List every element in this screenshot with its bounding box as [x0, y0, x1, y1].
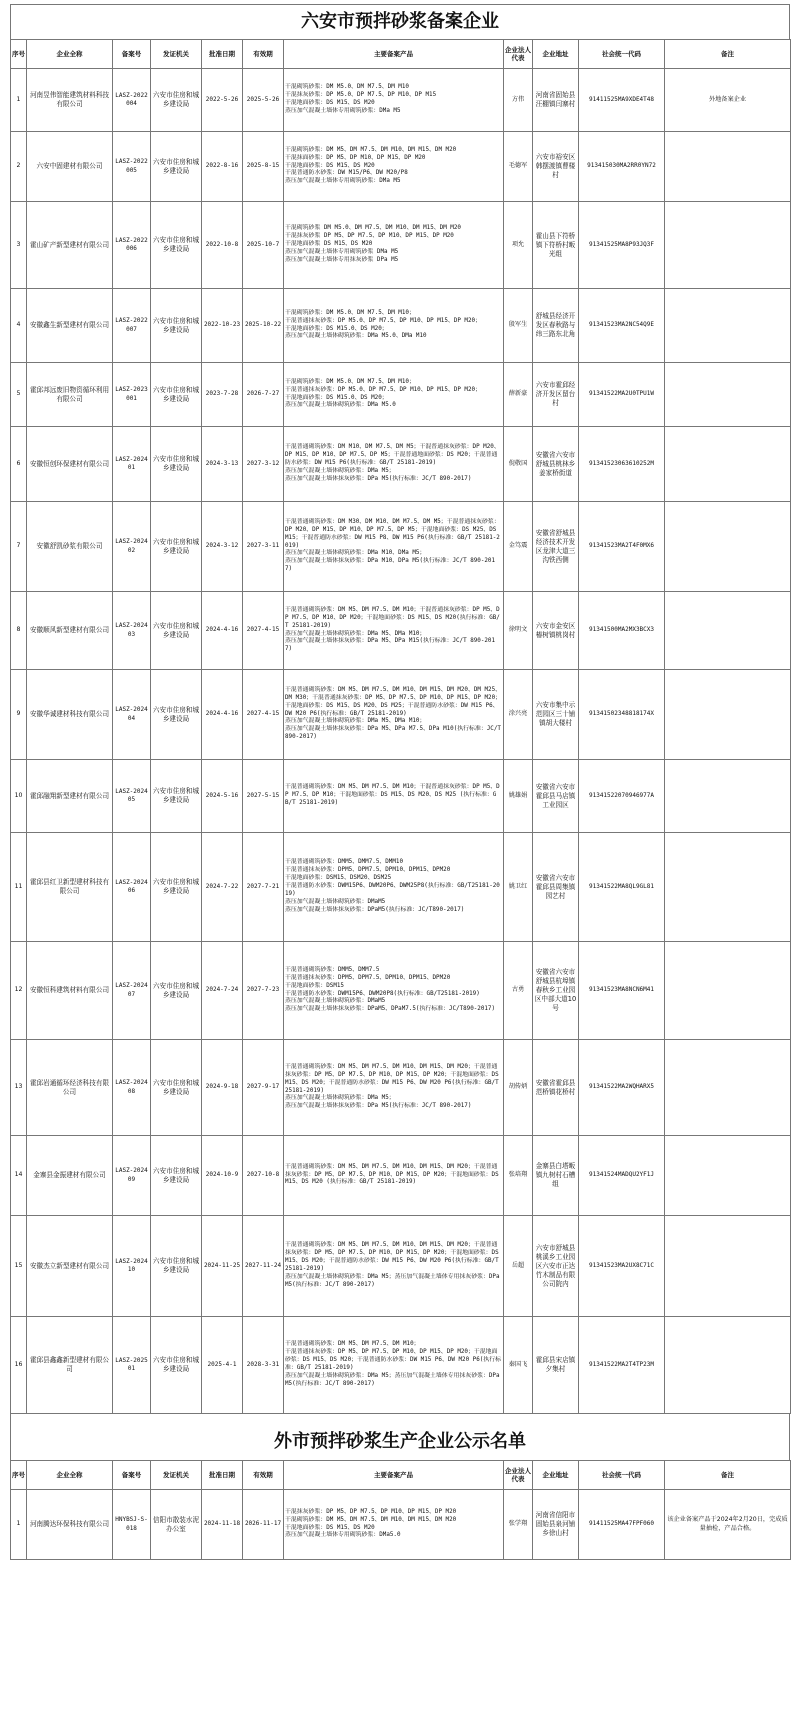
cell-note — [665, 202, 791, 289]
cell-code: 91341502348818174X — [579, 670, 665, 760]
cell-rec: LASZ-202401 — [113, 427, 151, 502]
table-row — [11, 1317, 791, 1414]
cell-date: 2024-3-12 — [202, 502, 243, 592]
cell-rec: LASZ-2022007 — [113, 289, 151, 363]
column-header-product: 主要备案产品 — [284, 40, 504, 69]
cell-legal: 徐明文 — [504, 592, 533, 670]
table-row — [11, 363, 791, 427]
cell-name: 安徽鑫生新型建材有限公司 — [27, 289, 113, 363]
table-row — [11, 760, 791, 833]
cell-no: 14 — [11, 1136, 27, 1216]
column-header-legal: 企业法人代表 — [504, 40, 533, 69]
column-header-no: 序号 — [11, 1461, 27, 1490]
cell-code: 91341524MADQU2YF1J — [579, 1136, 665, 1216]
cell-no: 8 — [11, 592, 27, 670]
cell-date: 2024-7-22 — [202, 833, 243, 942]
cell-no: 7 — [11, 502, 27, 592]
column-header-no: 序号 — [11, 40, 27, 69]
table-row — [11, 202, 791, 289]
cell-name: 安徽舒凯砂浆有限公司 — [27, 502, 113, 592]
cell-note — [665, 1216, 791, 1317]
cell-code: 91341523MA2T4F0MX6 — [579, 502, 665, 592]
section-title: 外市预拌砂浆生产企业公示名单 — [10, 1424, 790, 1460]
table-row — [11, 942, 791, 1040]
cell-valid: 2026-7-27 — [243, 363, 284, 427]
cell-code: 91411525MA9XDE4T48 — [579, 69, 665, 132]
cell-auth: 六安市住房和城乡建设局 — [151, 202, 202, 289]
cell-date: 2024-4-16 — [202, 670, 243, 760]
table-row — [11, 670, 791, 760]
column-header-name: 企业全称 — [27, 1461, 113, 1490]
cell-product: 干混砌筑砂浆：DM M5、DM M7.5、DM M10、DM M15、DM M20 干混抹面砂浆：DP M5、DP M10、DP M15、DP M20 干混地面砂浆：DS M15、DS M20 干混普通防水砂浆：DW M15/P6、DW M20/P8 蒸压加气混凝土墙体专用砌筑砂浆：DMa M5 — [284, 132, 504, 202]
cell-rec: LASZ-202406 — [113, 833, 151, 942]
document-title: 六安市预拌砂浆备案企业 — [10, 4, 790, 39]
column-header-product: 主要备案产品 — [284, 1461, 504, 1490]
cell-name: 霍邱县红卫新型建材科技有限公司 — [27, 833, 113, 942]
cell-valid: 2025-8-15 — [243, 132, 284, 202]
cell-date: 2024-11-18 — [202, 1490, 243, 1560]
cell-auth: 六安市住房和城乡建设局 — [151, 69, 202, 132]
table-row — [11, 132, 791, 202]
cell-code: 91341522070946977A — [579, 760, 665, 833]
cell-code: 91411525MA47FPF060 — [579, 1490, 665, 1560]
cell-note — [665, 670, 791, 760]
cell-date: 2024-10-9 — [202, 1136, 243, 1216]
cell-rec: LASZ-202405 — [113, 760, 151, 833]
cell-rec: LASZ-202501 — [113, 1317, 151, 1414]
external-enterprise-table — [10, 1460, 791, 1560]
cell-name: 霍邱县鑫鑫新型建材有限公司 — [27, 1317, 113, 1414]
cell-no: 1 — [11, 69, 27, 132]
cell-auth: 六安市住房和城乡建设局 — [151, 1216, 202, 1317]
cell-date: 2022-10-8 — [202, 202, 243, 289]
cell-addr: 霍山县下符桥镇下符桥村畈光组 — [533, 202, 579, 289]
table-row — [11, 289, 791, 363]
cell-product: 干混普通砌筑砂浆：DM M5、DM M7.5、DM M10； 干混普通抹灰砂浆：DP M5、DP M7.5、DP M10、DP M15、DP M20；干混地面砂浆：DS M15、DS M20；干混普通防水砂浆：DW M15 P6、DW M20 P6(执行标准：GB/T 25181-2019) 蒸压加气混凝土墙体砌筑砂浆：DMa M5；蒸压加气混凝土墙体专用抹灰砂浆：DPa M5(执行标准：JC/T 890-2017) — [284, 1317, 504, 1414]
document-page — [10, 4, 790, 1560]
cell-addr: 六安市金安区椿树镇桃岗村 — [533, 592, 579, 670]
table-row — [11, 69, 791, 132]
cell-name: 霍山矿产新型建材有限公司 — [27, 202, 113, 289]
cell-valid: 2025-5-26 — [243, 69, 284, 132]
cell-auth: 六安市住房和城乡建设局 — [151, 363, 202, 427]
cell-date: 2024-5-16 — [202, 760, 243, 833]
table-row — [11, 1040, 791, 1136]
cell-product: 干混砌筑砂浆 DM M5.0、DM M7.5、DM M10、DM M15、DM M20 干混抹灰砂浆 DP M5、DP M7.5、DP M10、DP M15、DP M20 干混地面砂浆 DS M15、DS M20 蒸压加气混凝土墙体专用砌筑砂浆 DMa M5 蒸压加气混凝土墙体专用抹灰砂浆 DPa M5 — [284, 202, 504, 289]
cell-auth: 六安市住房和城乡建设局 — [151, 132, 202, 202]
cell-addr: 六安市霍邱经济开发区留台村 — [533, 363, 579, 427]
cell-legal: 胡传炳 — [504, 1040, 533, 1136]
cell-name: 六安中固建材有限公司 — [27, 132, 113, 202]
cell-rec: LASZ-2022005 — [113, 132, 151, 202]
cell-name: 安徽恒创环保建材有限公司 — [27, 427, 113, 502]
cell-rec: LASZ-2023001 — [113, 363, 151, 427]
cell-rec: LASZ-202410 — [113, 1216, 151, 1317]
cell-date: 2022-10-23 — [202, 289, 243, 363]
table-row — [11, 1490, 791, 1560]
cell-rec: LASZ-2022006 — [113, 202, 151, 289]
cell-addr: 金寨县白塔畈镇九树村石槽组 — [533, 1136, 579, 1216]
cell-note — [665, 502, 791, 592]
cell-name: 安徽恒科建筑材料有限公司 — [27, 942, 113, 1040]
cell-legal: 方伟 — [504, 69, 533, 132]
cell-auth: 六安市住房和城乡建设局 — [151, 670, 202, 760]
cell-product: 干混普通砌筑砂浆：DM M5、DM M7.5、DM M10；干混普通抹灰砂浆：DP M5、DP M7.5、DP M10；干混地面砂浆：DS M15、DS M20、DS M25 (执行标准：GB/T 25181-2019) — [284, 760, 504, 833]
cell-date: 2024-7-24 — [202, 942, 243, 1040]
cell-valid: 2027-3-11 — [243, 502, 284, 592]
cell-date: 2025-4-1 — [202, 1317, 243, 1414]
cell-no: 13 — [11, 1040, 27, 1136]
table-row — [11, 427, 791, 502]
cell-rec: LASZ-202402 — [113, 502, 151, 592]
cell-auth: 六安市住房和城乡建设局 — [151, 427, 202, 502]
cell-rec: LASZ-202408 — [113, 1040, 151, 1136]
cell-date: 2023-7-28 — [202, 363, 243, 427]
cell-valid: 2027-7-23 — [243, 942, 284, 1040]
cell-product: 干混砌筑砂浆：DM M5.0、DM M7.5、DM M10 干混抹灰砂浆：DP M5.0、DP M7.5、DP M10、DP M15 干混地面砂浆：DS M15、DS M20 蒸压加气混凝土墙体专用砌筑砂浆：DMa M5 — [284, 69, 504, 132]
cell-no: 16 — [11, 1317, 27, 1414]
cell-note — [665, 1317, 791, 1414]
table-header-row — [11, 1461, 791, 1490]
cell-no: 12 — [11, 942, 27, 1040]
cell-no: 1 — [11, 1490, 27, 1560]
cell-no: 15 — [11, 1216, 27, 1317]
cell-valid: 2027-7-21 — [243, 833, 284, 942]
cell-auth: 六安市住房和城乡建设局 — [151, 833, 202, 942]
local-enterprise-table — [10, 39, 791, 1414]
column-header-note: 备注 — [665, 1461, 791, 1490]
cell-auth: 六安市住房和城乡建设局 — [151, 1136, 202, 1216]
cell-code: 91341523MA8NCN6M41 — [579, 942, 665, 1040]
cell-product: 干混普通砌筑砂浆：DMM5、DMM7.5、DMM10 干混普通抹灰砂浆：DPM5、DPM7.5、DPM10、DPM15、DPM20 干混地面砂浆：DSM15、DSM20、DSM25 干混普通防水砂浆：DWM15P6、DWM20P6、DWM25P8(执行标准：GB/T25181-2019) 蒸压加气混凝土墙体砌筑砂浆：DMaM5 蒸压加气混凝土墙体抹灰砂浆：DPaM5(执行标准：JC/T890-2017) — [284, 833, 504, 942]
table-row — [11, 592, 791, 670]
cell-product: 干混普通砌筑砂浆：DM M30、DM M10、DM M7.5、DM M5；干混普通抹灰砂浆：DP M20、DP M15、DP M10、DP M7.5、DP M5；干混地面砂浆：DS M25、DS M15；干混普通防水砂浆：DW M15 P8、DW M15 P6(执行标准：GB/T 25181-2019) 蒸压加气混凝土墙体砌筑砂浆：DMa M10、DMa M5； 蒸压加气混凝土墙体抹灰砂浆：DPa M10、DPa M5(执行标准：JC/T 890-2017) — [284, 502, 504, 592]
cell-auth: 六安市住房和城乡建设局 — [151, 942, 202, 1040]
cell-rec: LASZ-2022004 — [113, 69, 151, 132]
cell-valid: 2027-3-12 — [243, 427, 284, 502]
cell-note: 该企业备案产品于2024年2月20日，完成质量抽检，产品合格。 — [665, 1490, 791, 1560]
cell-addr: 安徽省六安市舒城县桃林乡姜家桥街道 — [533, 427, 579, 502]
cell-legal: 张学翔 — [504, 1490, 533, 1560]
cell-legal: 项允 — [504, 202, 533, 289]
cell-auth: 六安市住房和城乡建设局 — [151, 1317, 202, 1414]
cell-valid: 2027-4-15 — [243, 670, 284, 760]
cell-no: 2 — [11, 132, 27, 202]
table-row — [11, 502, 791, 592]
column-header-date: 批准日期 — [202, 1461, 243, 1490]
cell-code: 91341523MA2UX8C71C — [579, 1216, 665, 1317]
column-header-rec: 备案号 — [113, 1461, 151, 1490]
cell-note — [665, 1136, 791, 1216]
cell-valid: 2028-3-31 — [243, 1317, 284, 1414]
column-header-code: 社会统一代码 — [579, 40, 665, 69]
cell-addr: 河南省固始县汪棚镇闫寨村 — [533, 69, 579, 132]
cell-no: 5 — [11, 363, 27, 427]
cell-product: 干混普通砌筑砂浆：DM M5、DM M7.5、DM M10、DM M15、DM M20；干混普通抹灰砂浆：DP M5、DP M7.5、DP M10、DP M15、DP M20；干混地面砂浆：DS M15、DS M20 (执行标准：GB/T 25181-2019) — [284, 1136, 504, 1216]
cell-legal: 岳超 — [504, 1216, 533, 1317]
cell-addr: 舒城县经济开发区春秋路与纬三路东北角 — [533, 289, 579, 363]
cell-addr: 安徽省六安市舒城县杭埠镇春秋乡工业园区中部大道10号 — [533, 942, 579, 1040]
cell-legal: 薛新豪 — [504, 363, 533, 427]
cell-code: 91341522MA2WQHARX5 — [579, 1040, 665, 1136]
cell-legal: 古勇 — [504, 942, 533, 1040]
cell-auth: 六安市住房和城乡建设局 — [151, 760, 202, 833]
column-header-note: 备注 — [665, 40, 791, 69]
column-header-addr: 企业地址 — [533, 40, 579, 69]
cell-auth: 信阳市散装水泥办公室 — [151, 1490, 202, 1560]
cell-addr: 六安市集中示范园区三十铺镇胡大楼村 — [533, 670, 579, 760]
column-header-rec: 备案号 — [113, 40, 151, 69]
cell-product: 干混砌筑砂浆：DM M5.0、DM M7.5、DM M10； 干混普通抹灰砂浆：DP M5.0、DP M7.5、DP M10、DP M15、DP M20； 干混地面砂浆：DS M15.0、DS M20； 蒸压加气混凝土墙体砌筑砂浆：DMa M5.0 — [284, 363, 504, 427]
column-header-valid: 有效期 — [243, 40, 284, 69]
cell-addr: 六安市裕安区韩摆渡镇曹楼村 — [533, 132, 579, 202]
cell-code: 913415030MA2RR0YN72 — [579, 132, 665, 202]
cell-valid: 2027-10-8 — [243, 1136, 284, 1216]
cell-date: 2024-4-16 — [202, 592, 243, 670]
cell-date: 2024-3-13 — [202, 427, 243, 502]
table-row — [11, 833, 791, 942]
cell-name: 安徽杰立新型建材有限公司 — [27, 1216, 113, 1317]
cell-code: 91341522MA2U0TPU1W — [579, 363, 665, 427]
cell-auth: 六安市住房和城乡建设局 — [151, 1040, 202, 1136]
cell-no: 6 — [11, 427, 27, 502]
cell-legal: 毛德军 — [504, 132, 533, 202]
column-header-auth: 发证机关 — [151, 1461, 202, 1490]
column-header-auth: 发证机关 — [151, 40, 202, 69]
cell-code: 91341523MA2NC54Q9E — [579, 289, 665, 363]
column-header-code: 社会统一代码 — [579, 1461, 665, 1490]
cell-date: 2022-5-26 — [202, 69, 243, 132]
cell-note — [665, 942, 791, 1040]
cell-legal: 倪敬国 — [504, 427, 533, 502]
cell-addr: 六安市舒城县桃溪乡工业园区六安市正达竹木制品有限公司院内 — [533, 1216, 579, 1317]
cell-product: 干混普通砌筑砂浆：DM M5、DM M7.5、DM M10；干混普通抹灰砂浆：DP M5、DP M7.5、DP M10、DP M20；干混地面砂浆：DS M15、DS M20(执行标准：GB/T 25181-2019) 蒸压加气混凝土墙体砌筑砂浆：DMa M5、DMa M10； 蒸压加气混凝土墙体抹灰砂浆：DPa M5、DPa M15(执行标准：JC/T 890-2017) — [284, 592, 504, 670]
table-row — [11, 1136, 791, 1216]
cell-addr: 安徽省六安市霍邱县周集镇园艺村 — [533, 833, 579, 942]
cell-date: 2024-9-18 — [202, 1040, 243, 1136]
table-header-row — [11, 40, 791, 69]
cell-name: 霍邱邦远废旧物资循环利用有限公司 — [27, 363, 113, 427]
cell-product: 干混普通砌筑砂浆：DM M5、DM M7.5、DM M10、DM M15、DM M20；干混普通抹灰砂浆：DP M5、DP M7.5、DP M10、DP M15、DP M20；干混地面砂浆：DS M15、DS M20；干混普通防水砂浆：DW M15 P6、DW M20 P6(执行标准：GB/T 25181-2019) 蒸压加气混凝土墙体砌筑砂浆：DMa M5； 蒸压加气混凝土墙体抹灰砂浆：DPa M5(执行标准：JC/T 890-2017) — [284, 1040, 504, 1136]
cell-legal: 姚卫红 — [504, 833, 533, 942]
cell-rec: LASZ-202404 — [113, 670, 151, 760]
cell-product: 干混普通砌筑砂浆：DM M5、DM M7.5、DM M10、DM M15、DM M20；干混普通抹灰砂浆：DP M5、DP M7.5、DP M10、DP M15、DP M20；干混地面砂浆：DS M15、DS M20；干混普通防水砂浆：DW M15 P6、DW M20 P6(执行标准：GB/T 25181-2019) 蒸压加气混凝土墙体砌筑砂浆：DMa M5；蒸压加气混凝土墙体专用抹灰砂浆：DPa M5(执行标准：JC/T 890-2017) — [284, 1216, 504, 1317]
cell-rec: LASZ-202409 — [113, 1136, 151, 1216]
cell-note — [665, 427, 791, 502]
cell-note — [665, 132, 791, 202]
column-header-valid: 有效期 — [243, 1461, 284, 1490]
cell-auth: 六安市住房和城乡建设局 — [151, 592, 202, 670]
cell-code: 91341522MA2T4TP23M — [579, 1317, 665, 1414]
cell-valid: 2025-10-22 — [243, 289, 284, 363]
cell-name: 河南腾达环保科技有限公司 — [27, 1490, 113, 1560]
column-header-name: 企业全称 — [27, 40, 113, 69]
cell-legal: 殷军生 — [504, 289, 533, 363]
cell-product: 干混普通砌筑砂浆：DMM5、DMM7.5 干混普通抹灰砂浆：DPM5、DPM7.5、DPM10、DPM15、DPM20 干混地面砂浆：DSM15 干混普通防水砂浆：DWM15P6、DWM20P8(执行标准：GB/T25181-2019) 蒸压加气混凝土墙体砌筑砂浆：DMaM5 蒸压加气混凝土墙体抹灰砂浆：DPaM5、DPaM7.5(执行标准：JC/T890-2017) — [284, 942, 504, 1040]
cell-no: 9 — [11, 670, 27, 760]
cell-product: 干混普通砌筑砂浆：DM M10、DM M7.5、DM M5；干混普通抹灰砂浆：DP M20、DP M15、DP M10、DP M7.5、DP M5；干混普通地面砂浆：DS M20；干混普通防水砂浆：DW M15 P6(执行标准：GB/T 25181-2019) 蒸压加气混凝土墙体砌筑砂浆：DMa M5； 蒸压加气混凝土墙体抹灰砂浆：DPa M5(执行标准：JC/T 890-2017) — [284, 427, 504, 502]
cell-legal: 涂兴亮 — [504, 670, 533, 760]
cell-product: 干混抹灰砂浆：DP M5、DP M7.5、DP M10、DP M15、DP M20 干混砌筑砂浆：DM M5、DM M7.5、DM M10、DM M15、DM M20 干混地面砂浆：DS M15、DS M20 蒸压加气混凝土墙体专用砌筑砂浆：DMa5.0 — [284, 1490, 504, 1560]
cell-date: 2022-8-16 — [202, 132, 243, 202]
cell-legal: 张培翔 — [504, 1136, 533, 1216]
cell-note — [665, 760, 791, 833]
cell-valid: 2027-4-15 — [243, 592, 284, 670]
cell-valid: 2026-11-17 — [243, 1490, 284, 1560]
cell-note — [665, 592, 791, 670]
cell-rec: LASZ-202403 — [113, 592, 151, 670]
cell-name: 安徽华诚建材科技有限公司 — [27, 670, 113, 760]
cell-no: 10 — [11, 760, 27, 833]
cell-addr: 安徽省舒城县经济技术开发区龙津大道三沟铁西侧 — [533, 502, 579, 592]
cell-addr: 安徽省霍邱县范桥镇花桥村 — [533, 1040, 579, 1136]
cell-valid: 2025-10-7 — [243, 202, 284, 289]
cell-code: 91341522MA8QL9GL81 — [579, 833, 665, 942]
section-gap — [10, 1414, 790, 1424]
cell-no: 4 — [11, 289, 27, 363]
cell-code: 91341500MA2MX3BCX3 — [579, 592, 665, 670]
cell-auth: 六安市住房和城乡建设局 — [151, 289, 202, 363]
table-row — [11, 1216, 791, 1317]
cell-rec: HNYBSJ-S-018 — [113, 1490, 151, 1560]
cell-name: 金寨县金振建材有限公司 — [27, 1136, 113, 1216]
cell-valid: 2027-11-24 — [243, 1216, 284, 1317]
column-header-legal: 企业法人代表 — [504, 1461, 533, 1490]
cell-product: 干混普通砌筑砂浆：DM M5、DM M7.5、DM M10、DM M15、DM M20、DM M25、DM M30；干混普通抹灰砂浆：DP M5、DP M7.5、DP M10、DP M15、DP M20；干混地面砂浆：DS M15、DS M20、DS M25；干混普通防水砂浆：DW M15 P6、DW M20 P6(执行标准：GB/T 25181-2019) 蒸压加气混凝土墙体砌筑砂浆：DMa M5、DMa M10； 蒸压加气混凝土墙体抹灰砂浆：DPa M5、DPa M7.5、DPa M10(执行标准：JC/T 890-2017) — [284, 670, 504, 760]
cell-note: 外地备案企业 — [665, 69, 791, 132]
cell-addr: 河南省信阳市固始县泉河铺乡徐山村 — [533, 1490, 579, 1560]
cell-name: 河南昱伟智能建筑材料科技有限公司 — [27, 69, 113, 132]
cell-legal: 金笃震 — [504, 502, 533, 592]
cell-auth: 六安市住房和城乡建设局 — [151, 502, 202, 592]
cell-code: 91341525MA8P93JQ3F — [579, 202, 665, 289]
cell-addr: 安徽省六安市霍邱县马店镇工业园区 — [533, 760, 579, 833]
cell-no: 3 — [11, 202, 27, 289]
cell-note — [665, 363, 791, 427]
cell-legal: 姚雄娟 — [504, 760, 533, 833]
cell-name: 安徽顺风新型建材有限公司 — [27, 592, 113, 670]
cell-product: 干混砌筑砂浆：DM M5.0、DM M7.5、DM M10； 干混普通抹灰砂浆：DP M5.0、DP M7.5、DP M10、DP M15、DP M20； 干混地面砂浆：DS M15.0、DS M20； 蒸压加气混凝土墙体砌筑砂浆：DMa M5.0、DMa M10 — [284, 289, 504, 363]
cell-note — [665, 289, 791, 363]
cell-code: 91341523063610252M — [579, 427, 665, 502]
column-header-date: 批准日期 — [202, 40, 243, 69]
cell-date: 2024-11-25 — [202, 1216, 243, 1317]
cell-valid: 2027-5-15 — [243, 760, 284, 833]
cell-valid: 2027-9-17 — [243, 1040, 284, 1136]
cell-name: 霍邱融翔新型建材有限公司 — [27, 760, 113, 833]
column-header-addr: 企业地址 — [533, 1461, 579, 1490]
cell-rec: LASZ-202407 — [113, 942, 151, 1040]
cell-legal: 秦国飞 — [504, 1317, 533, 1414]
cell-addr: 霍邱县宋店镇夕集村 — [533, 1317, 579, 1414]
cell-note — [665, 833, 791, 942]
cell-no: 11 — [11, 833, 27, 942]
cell-name: 霍邱岩通循环经济科技有限公司 — [27, 1040, 113, 1136]
cell-note — [665, 1040, 791, 1136]
